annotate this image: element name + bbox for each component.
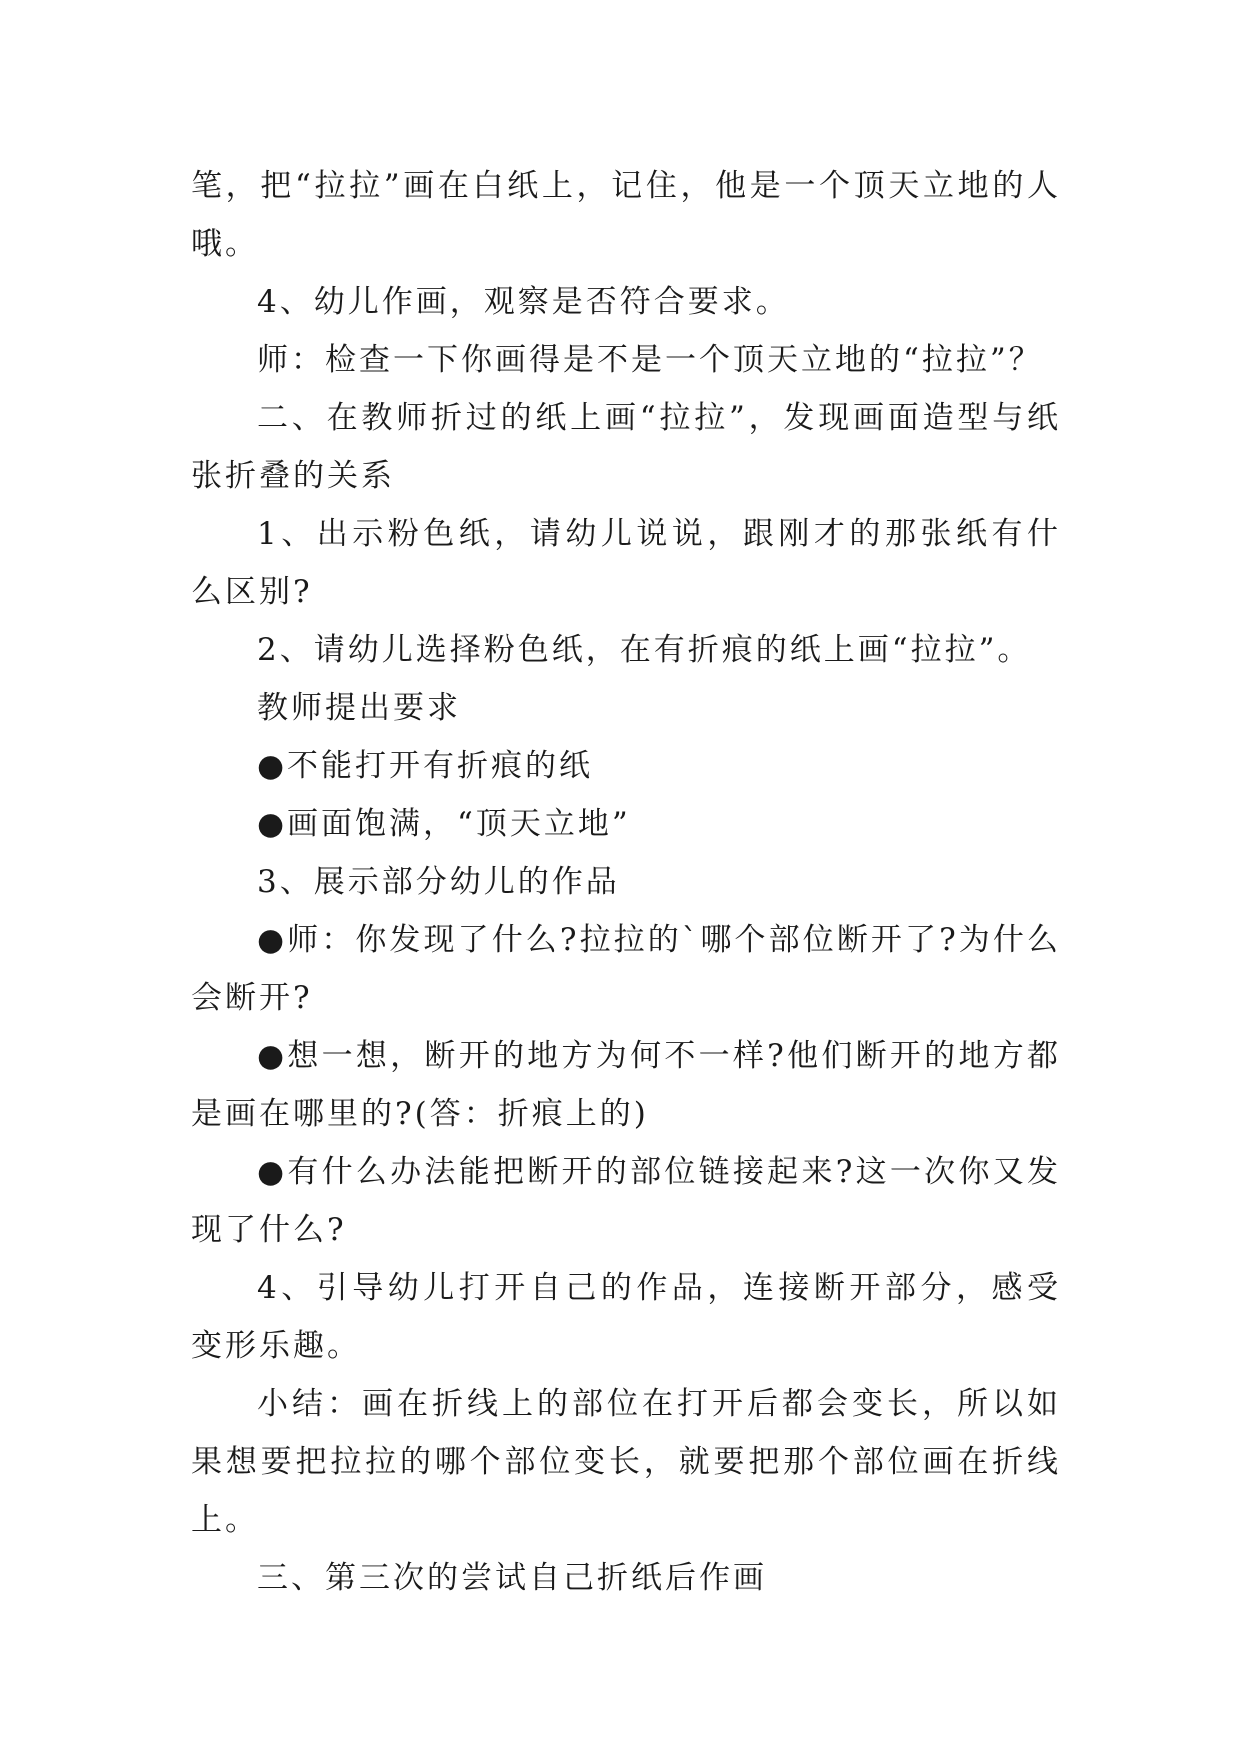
paragraph-step-1-pink-paper: 1、出示粉色纸，请幼儿说说，跟刚才的那张纸有什么区别? — [191, 516, 1061, 610]
bullet-how-to-connect: ●有什么办法能把断开的部位链接起来?这一次你又发现了什么? — [191, 1154, 1061, 1248]
bullet-do-not-open: ●不能打开有折痕的纸 — [257, 748, 594, 784]
bullet-full-picture: ●画面饱满，“顶天立地” — [257, 806, 631, 842]
paragraph-summary: 小结：画在折线上的部位在打开后都会变长，所以如果想要把拉拉的哪个部位变长，就要把那个部位画在折线上。 — [191, 1386, 1061, 1538]
paragraph-step-4-open-work: 4、引导幼儿打开自己的作品，连接断开部分，感受变形乐趣。 — [191, 1270, 1061, 1364]
document-body — [191, 157, 1061, 1607]
paragraph-step-4-drawing: 4、幼儿作画，观察是否符合要求。 — [257, 284, 790, 320]
bullet-think-about-it: ●想一想，断开的地方为何不一样?他们断开的地方都是画在哪里的?(答：折痕上的) — [191, 1038, 1061, 1132]
bullet-what-did-you-find: ●师：你发现了什么?拉拉的`哪个部位断开了?为什么会断开? — [191, 922, 1061, 1016]
paragraph-step-3-show-works: 3、展示部分幼儿的作品 — [257, 864, 620, 900]
paragraph-teacher-check: 师：检查一下你画得是不是一个顶天立地的“拉拉”？ — [257, 342, 1043, 378]
section-heading-three: 三、第三次的尝试自己折纸后作画 — [257, 1560, 767, 1596]
paragraph-continuation: 笔，把“拉拉”画在白纸上，记住，他是一个顶天立地的人哦。 — [191, 168, 1061, 262]
paragraph-teacher-requirements: 教师提出要求 — [257, 690, 461, 726]
section-heading-two: 二、在教师折过的纸上画“拉拉”，发现画面造型与纸张折叠的关系 — [191, 400, 1061, 494]
paragraph-step-2-choose-paper: 2、请幼儿选择粉色纸，在有折痕的纸上画“拉拉”。 — [257, 632, 1032, 668]
